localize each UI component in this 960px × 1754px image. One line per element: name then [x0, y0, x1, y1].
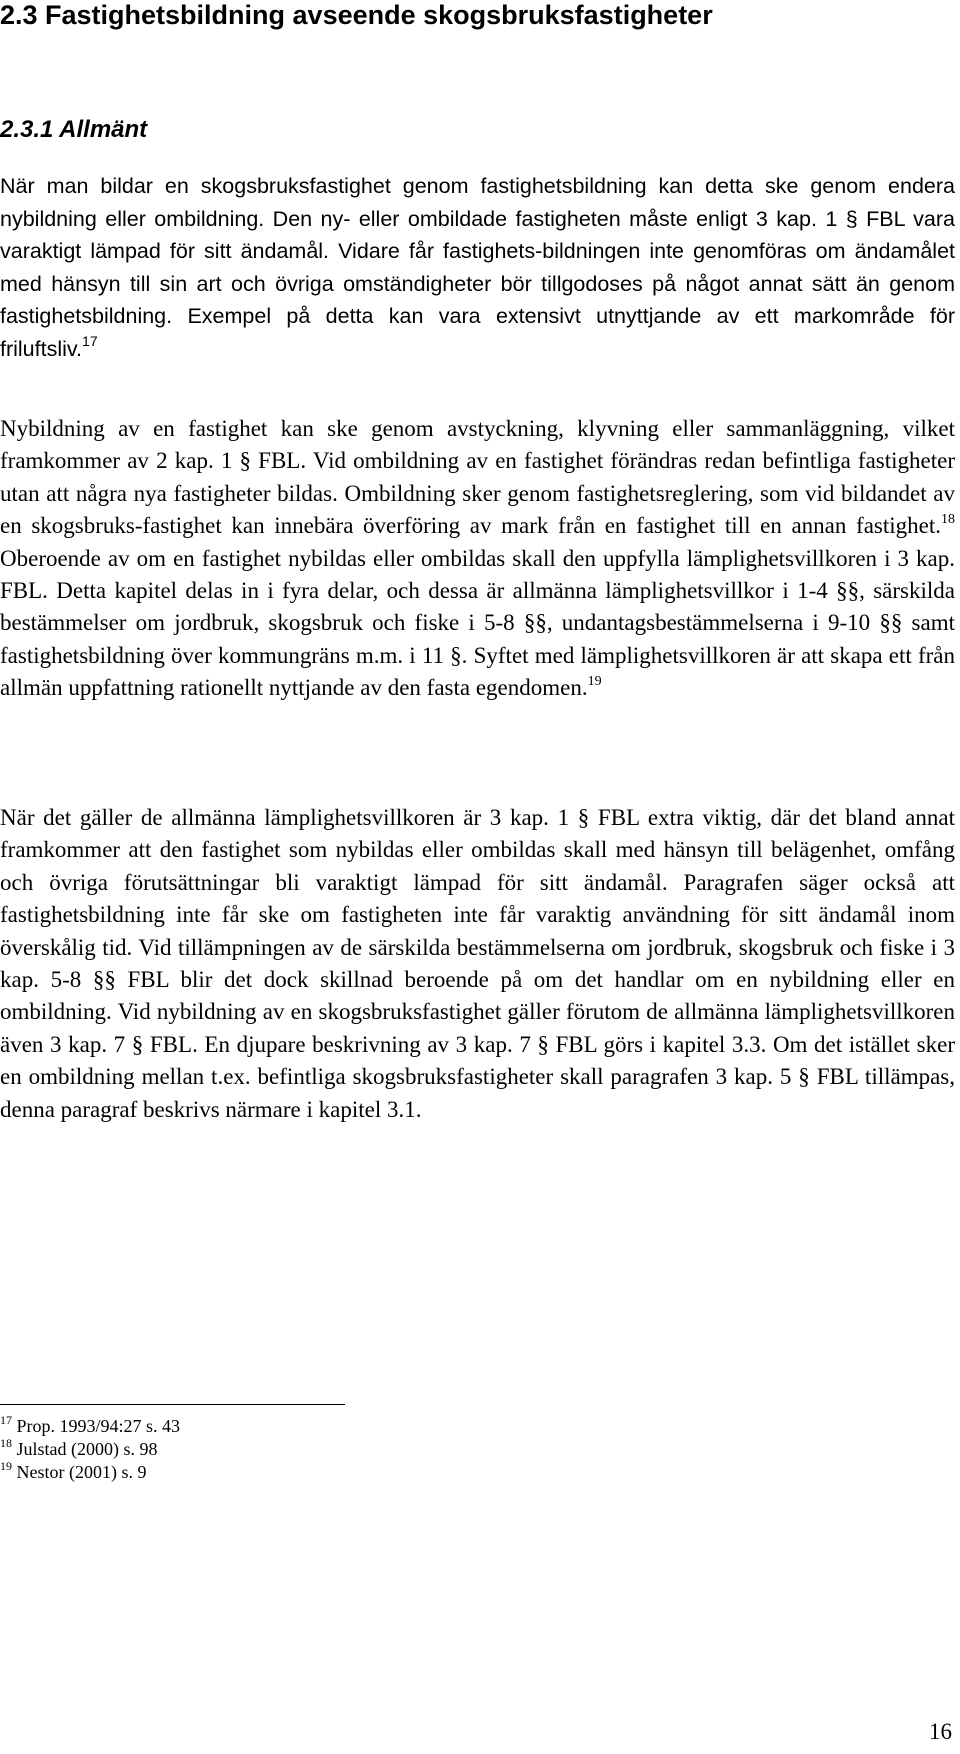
footnote-ref-18: 18 [941, 512, 955, 528]
paragraph-nybildning-text-b: Oberoende av om en fastighet nybildas eller ombildas skall den uppfylla lämplighetsvillkoren i 3 kap. FBL. Detta kapitel delas in i fyra delar, och dessa är allmänna lämplighetsvillkor i 1-4 §§, särskilda bestämmelser om jordbruk, skogsbruk och fiske i 5-8 §§, undantagsbestämmelserna i 9-10 §§ samt fastighetsbildning över kommungräns m.m. i 11 §. Syftet med lämplighetsvillkoren är att skapa ett från allmän uppfattning rationellt nyttjande av den fasta egendomen. [0, 545, 955, 701]
subsection-heading: 2.3.1 Allmänt [0, 116, 148, 143]
footnote-number: 19 [0, 1459, 12, 1473]
footnote-number: 17 [0, 1413, 12, 1427]
footnote-text: Nestor (2001) s. 9 [16, 1462, 147, 1482]
footnote-separator [0, 1404, 345, 1405]
footnote-list [0, 1415, 180, 1484]
footnote-text: Prop. 1993/94:27 s. 43 [16, 1416, 181, 1436]
footnote-item [0, 1415, 180, 1438]
paragraph-lamplighetsvillkor-text: När det gäller de allmänna lämplighetsvillkoren är 3 kap. 1 § FBL extra viktig, där det bland annat framkommer att den fastighet som nybildas eller ombildas skall med hänsyn till belägenhet, omfång och övriga förutsättningar bli varaktigt lämpad för sitt ändamål. Paragrafen säger också att fastighetsbildning inte får ske om fastigheten inte får varaktig användning för sitt ändamål inom överskålig tid. Vid tillämpningen av de särskilda bestämmelserna om jordbruk, skogsbruk och fiske i 3 kap. 5-8 §§ FBL blir det dock skillnad beroende på om det handlar om en nybildning eller en ombildning. Vid nybildning av en skogsbruksfastighet gäller förutom de allmänna lämplighetsvillkoren även 3 kap. 7 § FBL. En djupare beskrivning av 3 kap. 7 § FBL görs i kapitel 3.3. Om det istället sker en ombildning mellan t.ex. befintliga skogsbruksfastigheter skall paragrafen 3 kap. 5 § FBL tillämpas, denna paragraf beskrivs närmare i kapitel 3.1. [0, 805, 955, 1122]
footnote-ref-19: 19 [587, 674, 602, 690]
paragraph-nybildning [0, 413, 955, 705]
paragraph-intro-text: När man bildar en skogsbruksfastighet genom fastighetsbildning kan detta ske genom endera nybildning eller ombildning. Den ny- eller ombildade fastigheten måste enligt 3 kap. 1 § FBL vara varaktigt lämpad för sitt ändamål. Vidare får fastighets-bildningen inte genomföras om ändamålet med hänsyn till sin art och övriga omständigheter bör tillgodoses på något annat sätt än genom fastighetsbildning. Exempel på detta kan vara extensivt utnyttjande av ett markområde för friluftsliv. [0, 174, 955, 361]
footnote-item [0, 1461, 180, 1484]
paragraph-intro [0, 170, 955, 365]
footnote-item [0, 1438, 180, 1461]
section-heading: 2.3 Fastighetsbildning avseende skogsbruksfastigheter [0, 0, 713, 30]
footnote-ref-17: 17 [82, 332, 98, 349]
page-number: 16 [929, 1719, 952, 1744]
paragraph-lamplighetsvillkor [0, 802, 955, 1126]
paragraph-nybildning-text-a: Nybildning av en fastighet kan ske genom avstyckning, klyvning eller sammanläggning, vilket framkommer av 2 kap. 1 § FBL. Vid ombildning av en fastighet förändras redan befintliga fastigheter utan att några nya fastigheter bildas. Ombildning sker genom fastighetsreglering, som vid bildandet av en skogsbruks-fastighet kan innebära överföring av mark från en fastighet till en annan fastighet. [0, 416, 955, 539]
footnote-text: Julstad (2000) s. 98 [16, 1439, 158, 1459]
footnote-number: 18 [0, 1436, 12, 1450]
